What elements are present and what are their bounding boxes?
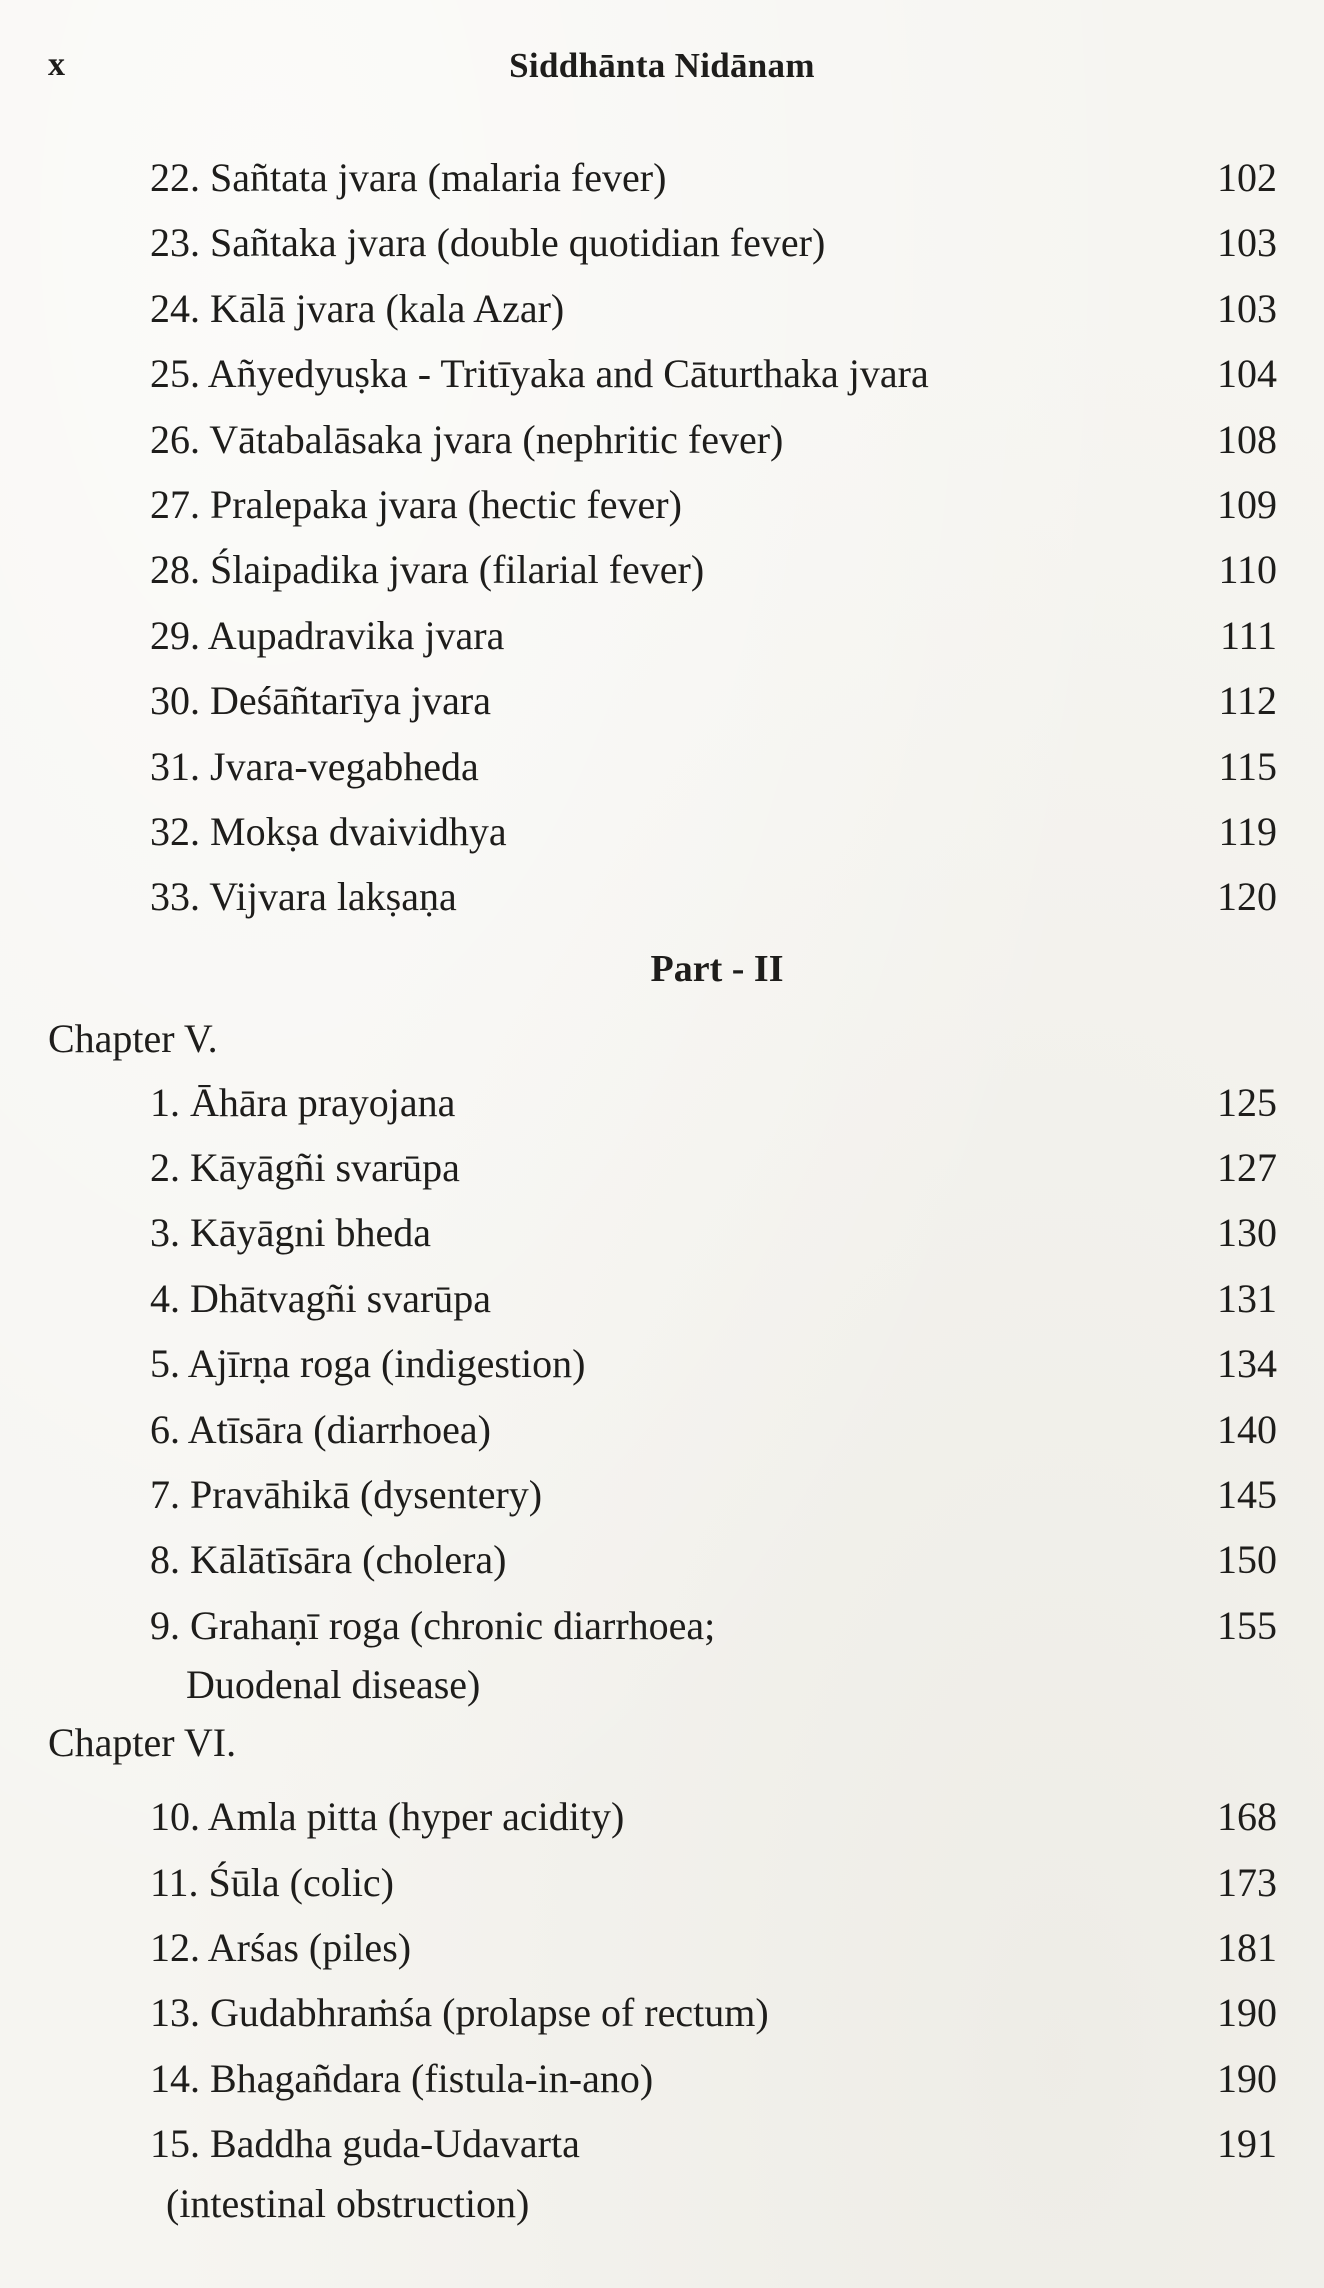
toc-entry-page: 104 bbox=[1217, 351, 1277, 397]
toc-entry-continuation bbox=[0, 2177, 1324, 2231]
chapter-heading: Chapter VI. bbox=[48, 1720, 237, 1766]
toc-entry-label: 25. Añyedyuṣka - Tritīyaka and Cāturthaka jvara bbox=[150, 351, 929, 397]
toc-entry-label: 26. Vātabalāsaka jvara (nephritic fever) bbox=[150, 416, 784, 462]
toc-entry-page: 125 bbox=[1217, 1079, 1277, 1125]
toc-entry-31 bbox=[0, 734, 1324, 799]
toc-entry-page: 191 bbox=[1217, 2121, 1277, 2167]
toc-entry-23 bbox=[0, 210, 1324, 275]
toc-entry-label: 8. Kālātīsāra (cholera) bbox=[150, 1537, 507, 1583]
toc-entry-page: 168 bbox=[1217, 1794, 1277, 1840]
toc-entry-page: 140 bbox=[1217, 1406, 1277, 1452]
toc-entry-page: 130 bbox=[1217, 1210, 1277, 1256]
toc-entry-27 bbox=[0, 472, 1324, 537]
toc-entry-page: 108 bbox=[1217, 416, 1277, 462]
toc-entry-ch5-7 bbox=[0, 1462, 1324, 1527]
toc-entry-page: 109 bbox=[1217, 481, 1277, 527]
toc-entry-label: 32. Mokṣa dvaividhya bbox=[150, 808, 507, 854]
toc-entry-page: 102 bbox=[1217, 155, 1277, 200]
toc-entry-30 bbox=[0, 668, 1324, 733]
toc-entry-29 bbox=[0, 603, 1324, 668]
toc-entry-page: 150 bbox=[1217, 1537, 1277, 1583]
toc-entry-25 bbox=[0, 341, 1324, 406]
toc-entry-ch5-9 bbox=[0, 1593, 1324, 1658]
toc-entry-label: 30. Deśāñtarīya jvara bbox=[150, 678, 491, 724]
toc-entry-label: 15. Baddha guda-Udavarta bbox=[150, 2121, 580, 2167]
toc-entry-label: 27. Pralepaka jvara (hectic fever) bbox=[150, 481, 682, 527]
toc-entry-ch5-4 bbox=[0, 1266, 1324, 1331]
toc-entry-ch5-5 bbox=[0, 1331, 1324, 1396]
toc-entry-26 bbox=[0, 407, 1324, 472]
toc-entry-ch6-15 bbox=[0, 2111, 1324, 2176]
toc-entry-24 bbox=[0, 276, 1324, 341]
toc-entry-ch5-2 bbox=[0, 1135, 1324, 1200]
toc-entry-label: 10. Amla pitta (hyper acidity) bbox=[150, 1794, 625, 1840]
toc-entry-page: 190 bbox=[1217, 2055, 1277, 2101]
part-heading: Part - II bbox=[650, 947, 784, 990]
chapter-heading: Chapter V. bbox=[48, 1015, 218, 1061]
toc-entry-32 bbox=[0, 799, 1324, 864]
toc-entry-label: 13. Gudabhraṁśa (prolapse of rectum) bbox=[150, 1990, 769, 2036]
toc-entry-label: 33. Vijvara lakṣaṇa bbox=[150, 874, 457, 920]
toc-entry-page: 190 bbox=[1217, 1990, 1277, 2036]
toc-entry-label: 3. Kāyāgni bheda bbox=[150, 1210, 432, 1256]
toc-entry-label: 11. Śūla (colic) bbox=[150, 1859, 395, 1905]
toc-entry-label: 4. Dhātvagñi svarūpa bbox=[150, 1275, 492, 1321]
toc-entry-page: 120 bbox=[1217, 874, 1277, 920]
toc-entry-label: 24. Kālā jvara (kala Azar) bbox=[150, 285, 565, 331]
toc-entry-page: 115 bbox=[1218, 743, 1277, 789]
toc-entry-label: 7. Pravāhikā (dysentery) bbox=[150, 1472, 543, 1518]
toc-entry-page: 155 bbox=[1217, 1602, 1277, 1648]
toc-entry-ch6-14 bbox=[0, 2046, 1324, 2111]
toc-entry-page: 134 bbox=[1217, 1341, 1277, 1387]
toc-entry-page: 173 bbox=[1217, 1859, 1277, 1905]
running-head bbox=[0, 46, 1324, 96]
toc-entry-label: 9. Grahaṇī roga (chronic diarrhoea; bbox=[150, 1602, 716, 1648]
toc-entry-page: 145 bbox=[1217, 1472, 1277, 1518]
toc-entry-label: 12. Arśas (piles) bbox=[150, 1924, 412, 1970]
table-of-contents bbox=[0, 145, 1324, 2231]
toc-entry-page: 127 bbox=[1217, 1145, 1277, 1191]
toc-entry-label: 29. Aupadravika jvara bbox=[150, 612, 505, 658]
toc-entry-page: 181 bbox=[1217, 1924, 1277, 1970]
toc-entry-label: 6. Atīsāra (diarrhoea) bbox=[150, 1406, 491, 1452]
toc-entry-page: 131 bbox=[1217, 1275, 1277, 1321]
page-folio: x bbox=[48, 46, 65, 83]
toc-entry-page: 112 bbox=[1218, 678, 1277, 724]
toc-entry-label: 22. Sañtata jvara (malaria fever) bbox=[150, 155, 667, 200]
toc-entry-ch5-6 bbox=[0, 1397, 1324, 1462]
toc-entry-page: 111 bbox=[1219, 612, 1277, 658]
toc-entry-22 bbox=[0, 145, 1324, 210]
toc-entry-label: 1. Āhāra prayojana bbox=[150, 1079, 456, 1125]
toc-entry-label: 23. Sañtaka jvara (double quotidian fever) bbox=[150, 220, 826, 266]
toc-entry-label: 14. Bhagañdara (fistula-in-ano) bbox=[150, 2055, 654, 2101]
toc-entry-ch6-13 bbox=[0, 1980, 1324, 2045]
toc-entry-page: 110 bbox=[1218, 547, 1277, 593]
toc-entry-continuation-label: Duodenal disease) bbox=[186, 1662, 481, 1708]
toc-entry-ch6-10 bbox=[0, 1784, 1324, 1849]
toc-entry-continuation bbox=[0, 1658, 1324, 1712]
toc-entry-ch5-1 bbox=[0, 1070, 1324, 1135]
toc-entry-ch5-8 bbox=[0, 1527, 1324, 1592]
toc-entry-label: 2. Kāyāgñi svarūpa bbox=[150, 1145, 460, 1191]
toc-entry-page: 103 bbox=[1217, 285, 1277, 331]
toc-entry-page: 119 bbox=[1218, 808, 1277, 854]
toc-entry-label: 31. Jvara-vegabheda bbox=[150, 743, 479, 789]
toc-entry-label: 5. Ajīrṇa roga (indigestion) bbox=[150, 1341, 586, 1387]
book-title: Siddhānta Nidānam bbox=[509, 46, 815, 85]
toc-entry-continuation-label: (intestinal obstruction) bbox=[166, 2180, 530, 2226]
toc-entry-33 bbox=[0, 864, 1324, 929]
toc-entry-ch6-12 bbox=[0, 1915, 1324, 1980]
toc-entry-label: 28. Ślaipadika jvara (filarial fever) bbox=[150, 547, 705, 593]
toc-entry-page: 103 bbox=[1217, 220, 1277, 266]
toc-entry-ch5-3 bbox=[0, 1200, 1324, 1265]
toc-entry-28 bbox=[0, 537, 1324, 602]
toc-entry-ch6-11 bbox=[0, 1850, 1324, 1915]
